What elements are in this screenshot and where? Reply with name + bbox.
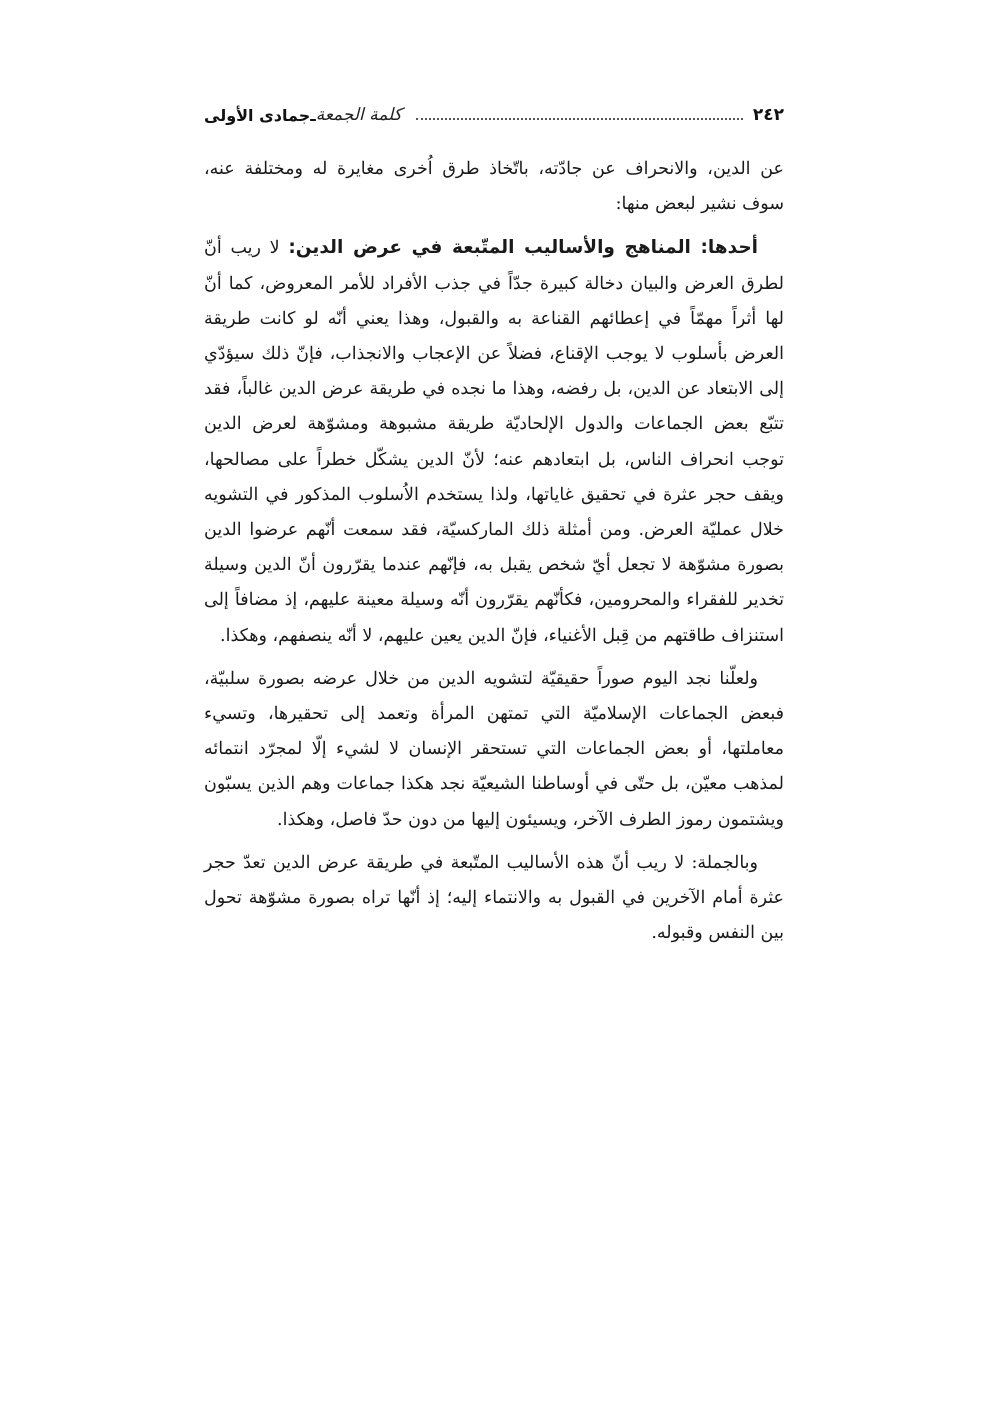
paragraph-text: عن الدين، والانحراف عن جادّته، باتّخاذ طرق اُخرى مغايرة له ومختلفة عنه، سوف نشير لبعض منها: <box>204 159 784 215</box>
running-title <box>204 105 402 125</box>
paragraph-text: لا ريب أنّ لطرق العرض والبيان دخالة كبيرة جدّاً في جذب الأفراد للأمر المعروض، كما أنّ لها أثراً مهمّاً في إعطائهم القناعة به والقبول، وهذا يعني أنّه لو كانت طريقة العرض بأسلوب لا يوجب الإقناع، فضلاً عن الإعجاب والانجذاب، فإنّ ذلك سيؤدّي إلى الابتعاد عن الدين، بل رفضه، وهذا ما نجده في طريقة عرض الدين غالباً، فقد تتبّع بعض الجماعات والدول الإلحاديّة طريقة مشبوهة ومشوّهة لعرض الدين توجب انحراف الناس، بل ابتعادهم عنه؛ لأنّ الدين يشكّل خطراً على مصالحها، ويقف حجر عثرة في تحقيق غاياتها، ولذا يستخدم الاُسلوب المذكور في التشويه خلال عمليّة العرض. ومن أمثلة ذلك الماركسيّة، فقد سمعت أنّهم عرضوا الدين بصورة مشوّهة لا تجعل أيّ شخص يقبل به، فإنّهم عندما يقرّرون أنّ الدين وسيلة تخدير للفقراء والمحرومين، فكأنّهم يقرّرون أنّه وسيلة معينة عليهم، إذ مضافاً إلى استنزاف طاقتهم من قِبل الأغنياء، فإنّ الدين يعين عليهم، لا أنّه ينصفهم، وهكذا. <box>204 238 784 646</box>
journal-calligraphy-logo: كلمة الجمعة <box>315 105 402 125</box>
page-body <box>204 152 784 951</box>
paragraph-conclusion <box>204 846 784 952</box>
page-number: ٢٤٢ <box>752 105 784 125</box>
issue-month: جمادى الأولى <box>204 105 311 125</box>
section-heading: أحدها: المناهج والأساليب المتّبعة في عرض الدين: <box>288 237 758 259</box>
paragraph-text: وبالجملة: لا ريب أنّ هذه الأساليب المتّبعة في طريقة عرض الدين تعدّ حجر عثرة أمام الآخرين في القبول به والانتماء إليه؛ إذ أنّها تراه بصورة مشوّهة تحول بين النفس وقبوله. <box>204 852 784 944</box>
paragraph-text: ولعلّنا نجد اليوم صوراً حقيقيّة لتشويه الدين من خلال عرضه بصورة سلبيّة، فبعض الجماعات الإسلاميّة التي تمتهن المرأة وتعمد إلى تحقيرها، وتسيء معاملتها، أو بعض الجماعات التي تستحقر الإنسان لا لشيء إلّا لمجرّد انتمائه لمذهب معيّن، بل حتّى في أوساطنا الشيعيّة نجد هكذا جماعات وهم الذين يسبّون ويشتمون رموز الطرف الآخر، ويسيئون إليها من دون حدّ فاصل، وهكذا. <box>204 668 784 830</box>
paragraph-section-one <box>204 230 784 653</box>
separator: ـ <box>310 105 316 125</box>
paragraph-continuation <box>204 152 784 222</box>
page-header <box>204 98 784 132</box>
dot-leader-divider <box>416 118 743 120</box>
paragraph-examples <box>204 662 784 838</box>
